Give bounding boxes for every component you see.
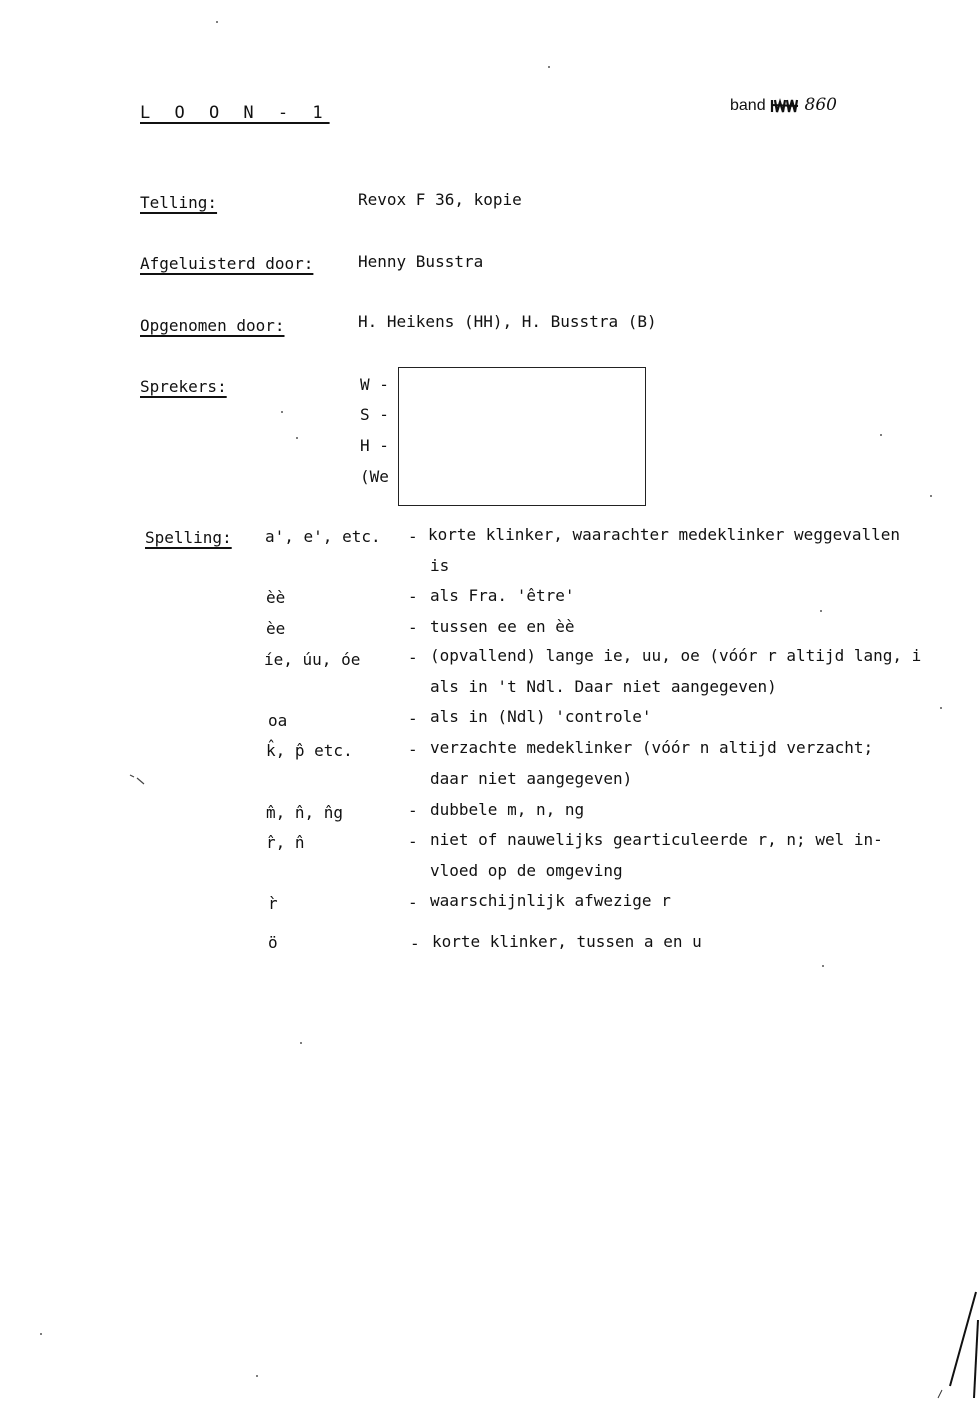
scan-speck: [300, 1042, 302, 1044]
scan-speck: [880, 434, 882, 436]
scan-speck: [940, 707, 942, 709]
spelling-description: als Fra. 'être': [430, 586, 575, 605]
page-edge-mark: [930, 1290, 979, 1401]
speaker-code-h: H -: [360, 436, 389, 455]
spelling-dash: -: [408, 587, 418, 606]
spelling-description: (opvallend) lange ie, uu, oe (vóór r altijd lang, i: [430, 646, 922, 665]
opgenomen-value: H. Heikens (HH), H. Busstra (B): [358, 312, 657, 331]
document-title: L O O N - 1: [140, 103, 330, 123]
spelling-description: niet of nauwelijks gearticuleerde r, n; wel in-: [430, 830, 883, 849]
spelling-symbol: íe, úu, óe: [264, 650, 361, 669]
spelling-description: korte klinker, waarachter medeklinker weggevallen: [428, 525, 901, 544]
spelling-dash: -: [408, 832, 418, 851]
band-reference: [730, 95, 837, 115]
struck-out-number: [770, 97, 800, 115]
spelling-symbol: r̂, n̂: [266, 833, 305, 852]
scan-speck: [548, 66, 550, 68]
spelling-dash: -: [408, 618, 418, 637]
spelling-description: korte klinker, tussen a en u: [432, 932, 702, 951]
spelling-symbol: k̂, p̂ etc.: [266, 741, 353, 760]
scan-speck: [930, 495, 932, 497]
scan-speck: [281, 411, 283, 413]
spelling-dash: -: [408, 527, 418, 546]
scan-speck: [296, 437, 298, 439]
speakers-box: [398, 367, 646, 506]
spelling-description-cont: vloed op de omgeving: [430, 861, 623, 880]
spelling-description: dubbele m, n, ng: [430, 800, 585, 819]
sprekers-label: Sprekers:: [140, 377, 227, 396]
scan-speck: [822, 965, 824, 967]
spelling-description: verzachte medeklinker (vóór n altijd verzacht;: [430, 738, 874, 757]
spelling-symbol: r̀: [268, 894, 278, 913]
spelling-dash: -: [408, 740, 418, 759]
spelling-description-cont: is: [430, 556, 450, 575]
spelling-symbol: oa: [268, 711, 288, 730]
spelling-dash: -: [408, 801, 418, 820]
spelling-description-cont: als in 't Ndl. Daar niet aangegeven): [430, 677, 777, 696]
spelling-symbol: ö: [268, 933, 278, 952]
afgeluisterd-value: Henny Busstra: [358, 252, 484, 271]
spelling-description: tussen ee en èè: [430, 617, 575, 636]
scan-speck: [216, 21, 218, 23]
telling-label: Telling:: [140, 193, 218, 212]
band-number: 860: [804, 95, 837, 115]
opgenomen-label: Opgenomen door:: [140, 316, 285, 335]
telling-value: Revox F 36, kopie: [358, 190, 522, 209]
spelling-description-cont: daar niet aangegeven): [430, 769, 633, 788]
spelling-dash: -: [408, 648, 418, 667]
spelling-label: Spelling:: [145, 528, 232, 547]
speaker-code-w: W -: [360, 375, 389, 394]
scan-speck: [40, 1333, 42, 1335]
band-label: band: [730, 97, 766, 114]
scan-speck: [256, 1375, 258, 1377]
spelling-description: als in (Ndl) 'controle': [430, 707, 652, 726]
spelling-dash: -: [408, 709, 418, 728]
speaker-code-we: (We: [360, 467, 389, 486]
spelling-description: waarschijnlijk afwezige r: [430, 891, 671, 910]
spelling-symbol: èè: [266, 588, 286, 607]
afgeluisterd-label: Afgeluisterd door:: [140, 254, 314, 273]
spelling-symbol: m̂, n̂, n̂g: [266, 803, 344, 822]
scan-speck: [820, 610, 822, 612]
spelling-symbol: èe: [266, 619, 286, 638]
speaker-code-s: S -: [360, 405, 389, 424]
spelling-dash: -: [410, 934, 420, 953]
spelling-symbol: a', e', etc.: [265, 527, 381, 546]
scan-mark: [128, 772, 148, 786]
spelling-dash: -: [408, 893, 418, 912]
